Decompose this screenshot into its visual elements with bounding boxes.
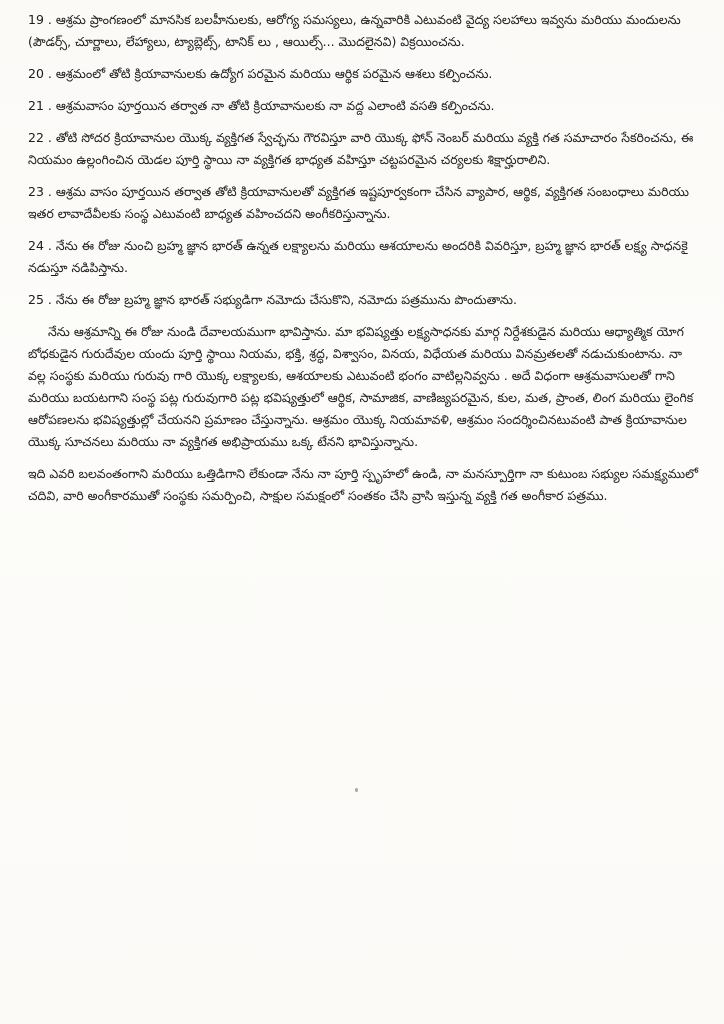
declaration-paragraph: నేను ఆశ్రమాన్ని ఈ రోజు నుండి దేవాలయముగా భావిస్తాను. మా భవిష్యత్తు లక్ష్యసాధనకు మార్గ నిర్దేశకుడైన మరియు ఆధ్యాత్మిక యోగ బోధకుడైన గురుదేవుల యందు పూర్తి స్థాయి నియమ, భక్తి, శ్రద్ధ, విశ్వాసం, వినయ, విధేయత మరియు వినమ్రతలతో నడుచుకుంటాను. నా వల్ల సంస్థకు మరియు గురువు గారి యొక్క లక్ష్యాలకు, ఆశయాలకు ఎటువంటి భంగం వాటిల్లనివ్వను . అదే విధంగా ఆశ్రమవాసులతో గాని మరియు బయటగాని సంస్థ పట్ల గురువుగారి పట్ల భవిష్యత్తులో ఆర్థిక, సామాజిక, వాణిజ్యపరమైన, కుల, మత, ప్రాంత, లింగ మరియు లైంగిక ఆరోపణలను భవిష్యత్తుల్లో చేయనని ప్రమాణం చేస్తున్నాను. ఆశ్రమం యొక్క నియమావళి, ఆశ్రమం సందర్శించినటువంటి పాత క్రియావానుల యొక్క సూచనలు మరియు నా వ్యక్తిగత అభిప్రాయము ఒక్క టేనని భావిస్తున్నాను. [28, 324, 694, 449]
clause-25: 25 . నేను ఈ రోజు బ్రహ్మ జ్ఞాన భారత్ సభ్యుడిగా నమోదు చేసుకొని, నమోదు పత్రమును పొందుతాను. [28, 292, 517, 307]
consent-paragraph: ఇది ఎవరి బలవంతంగాని మరియు ఒత్తిడిగాని లేకుండా నేను నా పూర్తి స్పృహలో ఉండి, నా మనస్పూర్తిగా నా కుటుంబ సభ్యుల సమక్ష్యములో చదివి, వారి అంగీకారముతో సంస్థకు సమర్పించి, సాక్షుల సమక్షంలో సంతకం చేసి వ్రాసి ఇస్తున్న వ్యక్తి గత అంగీకార పత్రము. [28, 466, 698, 503]
document-body [28, 9, 700, 517]
clause-19: 19 . ఆశ్రమ ప్రాంగణంలో మానసిక బలహీనులకు, ఆరోగ్య సమస్యలు, ఉన్నవారికి ఎటువంటి వైద్య సలహాలు ఇవ్వను మరియు మందులను (పౌడర్స్, చూర్ణాలు, లేహ్యాలు, ట్యాబ్లెట్స్, టానిక్ లు , ఆయిల్స్... మొదలైనవి) విక్రయించను. [28, 12, 681, 49]
clause-24: 24 . నేను ఈ రోజు నుంచి బ్రహ్మ జ్ఞాన భారత్ ఉన్నత లక్ష్యాలను మరియు ఆశయాలను అందరికి వివరిస్తూ, బ్రహ్మ జ్ఞాన భారత్ లక్ష్య సాధనకై నడుస్తూ నడిపిస్తాను. [28, 238, 688, 275]
clause-20: 20 . ఆశ్రమంలో తోటి క్రియావానులకు ఉద్యోగ పరమైన మరియు ఆర్థిక పరమైన ఆశలు కల్పించను. [28, 66, 493, 81]
clause-22: 22 . తోటి సోదర క్రియావానుల యొక్క వ్యక్తిగత స్వేచ్ఛను గౌరవిస్తూ వారి యొక్క ఫోన్ నెంబర్ మరియు వ్యక్తి గత సమాచారం సేకరించను, ఈ నియమం ఉల్లంగించిన యెడల పూర్తి స్థాయి నా వ్యక్తిగత భాధ్యత వహిస్తూ చట్టపరమైన చర్యలకు శిక్షార్హురాలిని. [28, 130, 694, 167]
clause-23: 23 . ఆశ్రమ వాసం పూర్తయిన తర్వాత తోటి క్రియావానులతో వ్యక్తిగత ఇష్టపూర్వకంగా చేసిన వ్యాపార, ఆర్థిక, వ్యక్తిగత సంబంధాలు మరియు ఇతర లావాదేవీలకు సంస్థ ఎటువంటి బాధ్యత వహించదని అంగీకరిస్తున్నాను. [28, 184, 689, 221]
clause-21: 21 . ఆశ్రమవాసం పూర్తయిన తర్వాత నా తోటి క్రియావానులకు నా వద్ద ఎలాంటి వసతి కల్పించను. [28, 98, 495, 113]
paper-speck [355, 788, 358, 792]
